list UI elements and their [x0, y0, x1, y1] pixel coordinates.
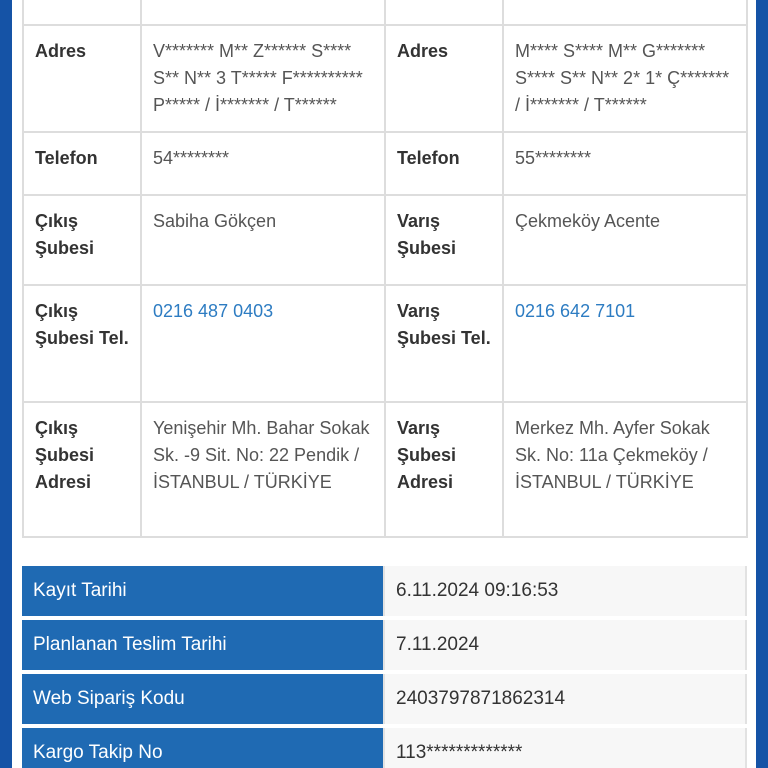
departure-branch-address-label: Çıkış Şubesi Adresi	[23, 402, 141, 537]
departure-branch-label: Çıkış Şubesi	[23, 195, 141, 285]
table-cell	[503, 0, 747, 25]
receiver-phone-label: Telefon	[385, 132, 503, 195]
departure-branch-phone-label: Çıkış Şubesi Tel.	[23, 285, 141, 402]
departure-branch-phone-cell	[141, 285, 385, 402]
table-row	[22, 672, 746, 726]
receiver-address-label: Adres	[385, 25, 503, 132]
arrival-branch-value: Çekmeköy Acente	[503, 195, 747, 285]
table-row	[23, 132, 747, 195]
arrival-branch-phone-label: Varış Şubesi Tel.	[385, 285, 503, 402]
arrival-branch-phone-link[interactable]: 0216 642 7101	[515, 301, 636, 321]
shipment-detail-page	[12, 0, 756, 768]
planned-delivery-value: 7.11.2024	[384, 618, 746, 672]
web-order-code-label: Web Sipariş Kodu	[22, 672, 384, 726]
registration-date-value: 6.11.2024 09:16:53	[384, 566, 746, 618]
table-row	[22, 618, 746, 672]
receiver-address-value: M**** S**** M** G******* S**** S** N** 2* 1* Ç******* / İ******* / T******	[503, 25, 747, 132]
arrival-branch-address-value: Merkez Mh. Ayfer Sokak Sk. No: 11a Çekmeköy / İSTANBUL / TÜRKİYE	[503, 402, 747, 537]
table-row	[23, 285, 747, 402]
planned-delivery-label: Planlanan Teslim Tarihi	[22, 618, 384, 672]
table-row	[23, 25, 747, 132]
departure-branch-phone-link[interactable]: 0216 487 0403	[153, 301, 274, 321]
tracking-number-label: Kargo Takip No	[22, 726, 384, 768]
table-cell	[23, 0, 141, 25]
arrival-branch-label: Varış Şubesi	[385, 195, 503, 285]
departure-branch-address-value: Yenişehir Mh. Bahar Sokak Sk. -9 Sit. No: 22 Pendik / İSTANBUL / TÜRKİYE	[141, 402, 385, 537]
sender-phone-value: 54********	[141, 132, 385, 195]
table-cell	[385, 0, 503, 25]
registration-date-label: Kayıt Tarihi	[22, 566, 384, 618]
table-cell	[141, 0, 385, 25]
web-order-code-value: 2403797871862314	[384, 672, 746, 726]
sender-address-value: V******* M** Z****** S**** S** N** 3 T***** F********** P***** / İ******* / T******	[141, 25, 385, 132]
table-row	[22, 726, 746, 768]
departure-branch-value: Sabiha Gökçen	[141, 195, 385, 285]
table-row	[23, 0, 747, 25]
sender-address-label: Adres	[23, 25, 141, 132]
table-row	[22, 566, 746, 618]
sender-receiver-table	[22, 0, 748, 538]
table-row	[23, 195, 747, 285]
receiver-phone-value: 55********	[503, 132, 747, 195]
arrival-branch-phone-cell	[503, 285, 747, 402]
sender-phone-label: Telefon	[23, 132, 141, 195]
arrival-branch-address-label: Varış Şubesi Adresi	[385, 402, 503, 537]
tracking-number-value: 113*************	[384, 726, 746, 768]
table-row	[23, 402, 747, 537]
shipment-info-table	[22, 566, 747, 768]
